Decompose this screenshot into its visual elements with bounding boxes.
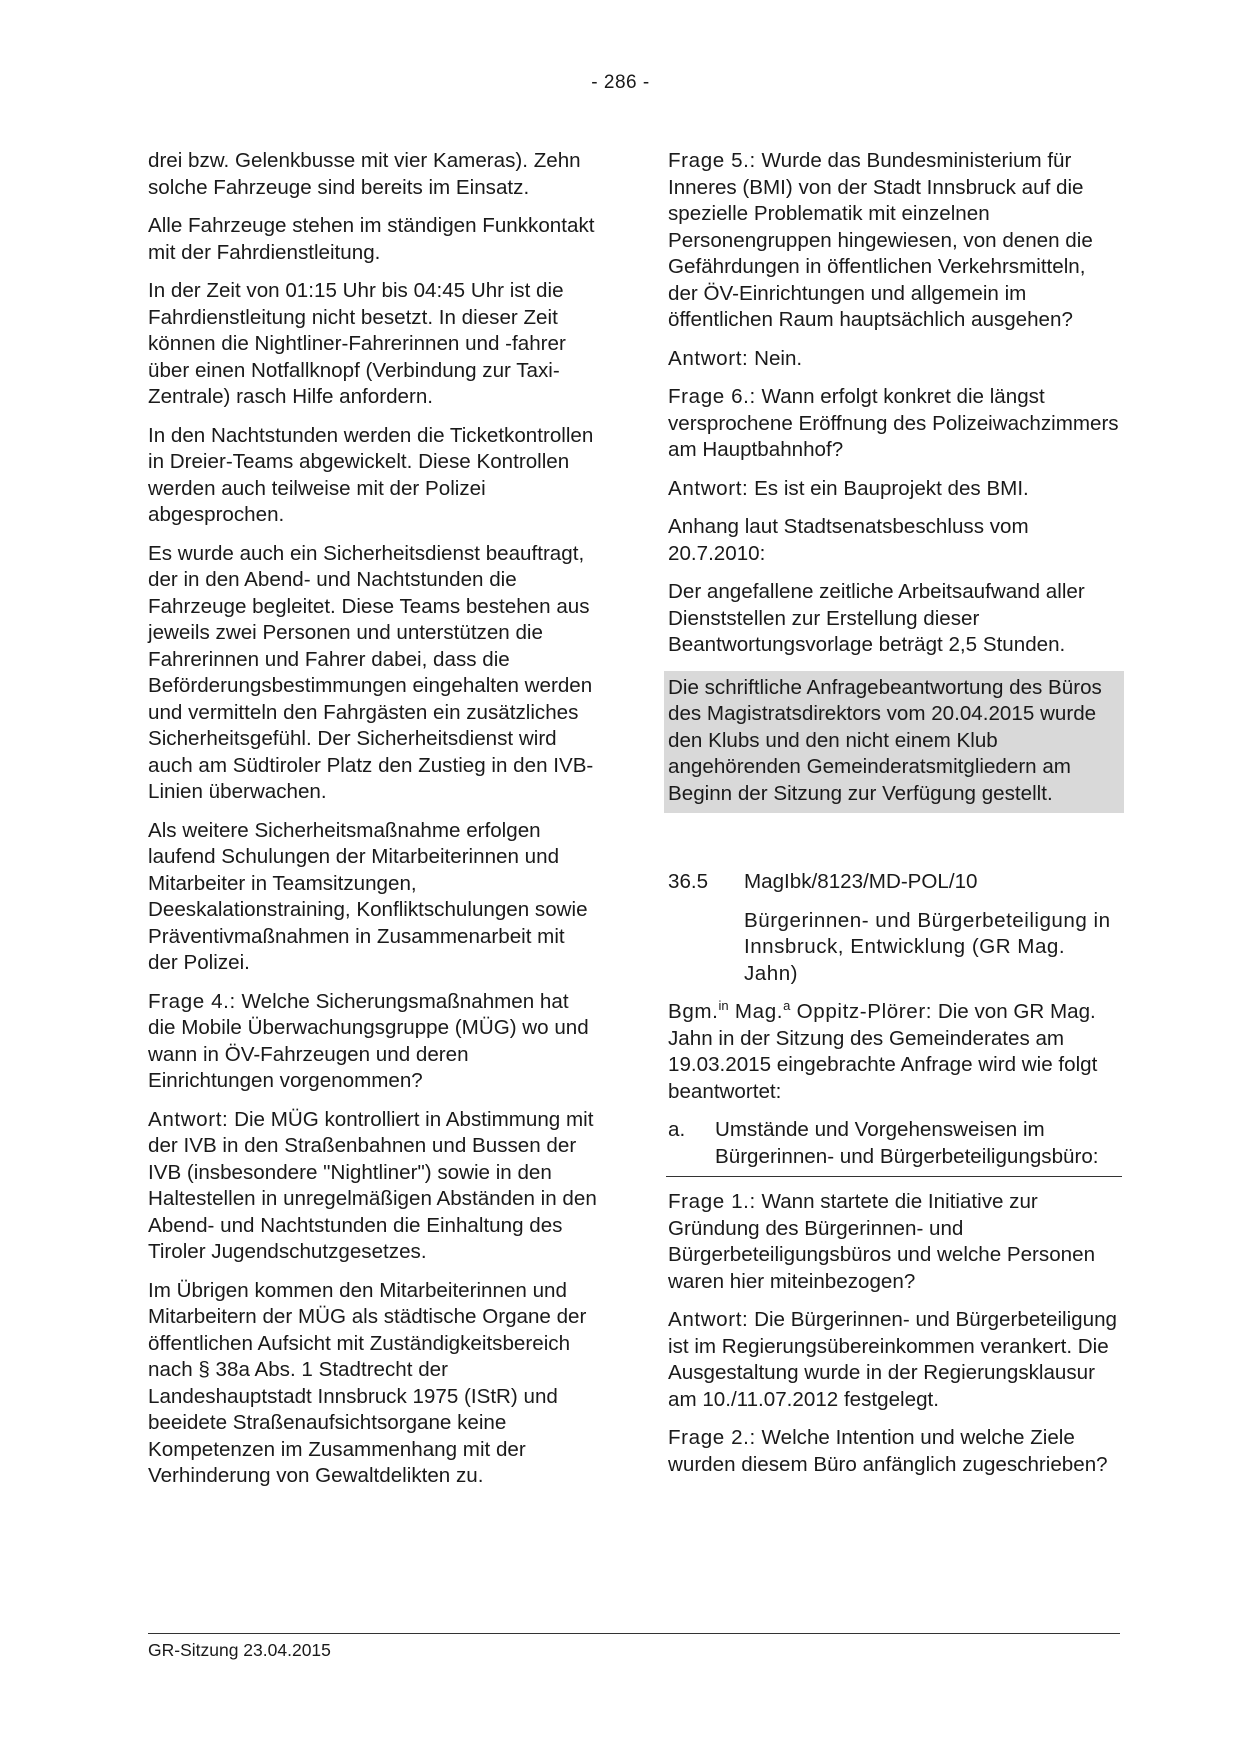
answer-label: Antwort:: [668, 476, 749, 500]
list-letter: a.: [668, 1118, 686, 1141]
highlight-text: Die schriftliche Anfragebeantwortung des Büros des Magistratsdirektors vom 20.04.2015 wurde den Klubs und den nicht einem Klub angehörenden Gemeinderatsmitgliedern am Beginn der Sitzung zur Verfügung gestellt.: [668, 675, 1102, 805]
section-divider: [666, 1176, 1122, 1177]
question-text: Wann erfolgt konkret die längst versprochene Eröffnung des Polizeiwachzimmers am Hauptbahnhof?: [668, 385, 1119, 461]
agenda-body: [744, 869, 1120, 999]
highlight-box: [664, 671, 1124, 814]
paragraph-security-service: Es wurde auch ein Sicherheitsdienst beauftragt, der in den Abend- und Nachtstunden die Fahrzeuge begleitet. Diese Teams bestehen aus jeweils zwei Personen und unterstützen die Fahrerinnen und Fahrer dabei, dass die Beförderungsbestimmungen eingehalten werden und vermitteln den Fahrgästen ein zusätzliches Sicherheitsgefühl. Der Sicherheitsdienst wird auch am Südtiroler Platz den Zustieg in den IVB-Linien überwachen.: [148, 541, 594, 803]
question-label: Frage 6.:: [668, 385, 756, 408]
question-label: Frage 2.:: [668, 1426, 756, 1449]
page-number: - 286 -: [591, 72, 650, 93]
answer-text: Die Bürgerinnen- und Bürgerbeteiligung ist im Regierungsübereinkommen verankert. Die Ausgestaltung wurde in der Regierungsklausur am 10./11.07.2012 festgelegt.: [668, 1308, 1117, 1411]
agenda-reference: MagIbk/8123/MD-POL/10: [744, 870, 978, 893]
question-text: Wurde das Bundesministerium für Inneres (BMI) von der Stadt Innsbruck auf die spezielle Problematik mit einzelnen Personengruppen hingewiesen, von denen die Gefährdungen in öffentlichen Verkehrsmitteln, der ÖV-Einrichtungen und allgemein im öffentlichen Raum hauptsächlich ausgehen?: [668, 149, 1093, 331]
answer-label: Antwort:: [148, 1107, 229, 1131]
answer-6: [668, 476, 1120, 503]
question-label: Frage 5.:: [668, 149, 756, 172]
answer-text: Nein.: [748, 346, 803, 370]
answer-5: [668, 346, 1120, 373]
list-text: Umstände und Vorgehensweisen im Bürgerinnen- und Bürgerbeteiligungsbüro:: [715, 1118, 1099, 1168]
speaker-text: Die von GR Mag. Jahn in der Sitzung des Gemeinderates am 19.03.2015 eingebrachte Anfrage wird wie folgt beantwortet:: [668, 1000, 1098, 1103]
answer-text: Es ist ein Bauprojekt des BMI.: [748, 476, 1029, 500]
answer-1: [668, 1307, 1120, 1413]
list-item: [668, 1117, 1120, 1170]
speaker-title: Mag.: [728, 1000, 784, 1023]
agenda-number: 36.5: [668, 870, 709, 893]
agenda-item: [668, 869, 1120, 999]
question-2: [668, 1425, 1120, 1478]
footer-session: GR-Sitzung 23.04.2015: [148, 1640, 331, 1660]
paragraph-effort: Der angefallene zeitliche Arbeitsaufwand aller Dienststellen zur Erstellung dieser Beantwortungsvorlage beträgt 2,5 Stunden.: [668, 580, 1085, 656]
paragraph-mueg-competence: Im Übrigen kommen den Mitarbeiterinnen und Mitarbeitern der MÜG als städtische Organe der öffentlichen Aufsicht mit Zuständigkeitsbereich nach § 38a Abs. 1 Stadtrecht der Landeshauptstadt Innsbruck 1975 (IStR) und beeidete Straßenaufsichtsorgane keine Kompetenzen im Zusammenhang mit der Verhinderung von Gewaltdelikten zu.: [148, 1278, 587, 1487]
paragraph-camera: drei bzw. Gelenkbusse mit vier Kameras). Zehn solche Fahrzeuge sind bereits im Einsatz.: [148, 149, 581, 199]
paragraph-radio-contact: Alle Fahrzeuge stehen im ständigen Funkkontakt mit der Fahrdienstleitung.: [148, 214, 595, 264]
question-5: [668, 148, 1120, 334]
question-text: Welche Sicherungsmaßnahmen hat die Mobile Überwachungsgruppe (MÜG) wo und wann in ÖV-Fahrzeugen und deren Einrichtungen vorgenommen?: [148, 989, 589, 1092]
answer-label: Antwort:: [668, 346, 749, 370]
speaker-name: Oppitz-Plörer:: [790, 1000, 933, 1023]
agenda-title: Bürgerinnen- und Bürgerbeteiligung in Innsbruck, Entwicklung (GR Mag. Jahn): [744, 908, 1111, 985]
question-1: [668, 1189, 1120, 1295]
answer-label: Antwort:: [668, 1308, 749, 1331]
speaker-title: Bgm.: [668, 1000, 719, 1023]
question-label: Frage 1.:: [668, 1190, 756, 1213]
question-4: [148, 989, 600, 1095]
question-text: Wann startete die Initiative zur Gründung des Bürgerinnen- und Bürgerbeteiligungsbüros und welche Personen waren hier miteinbezogen?: [668, 1190, 1096, 1293]
answer-4: [148, 1107, 600, 1266]
paragraph-annex: Anhang laut Stadtsenatsbeschluss vom 20.7.2010:: [668, 515, 1029, 565]
speaker-superscript: a: [783, 998, 791, 1014]
left-column: [148, 148, 600, 1502]
paragraph-night-dispatch: In der Zeit von 01:15 Uhr bis 04:45 Uhr ist die Fahrdienstleitung nicht besetzt. In dieser Zeit können die Nightliner-Fahrerinnen und -fahrer über einen Notfallknopf (Verbindung zur Taxi-Zentrale) rasch Hilfe anfordern.: [148, 279, 566, 408]
question-6: [668, 384, 1120, 464]
answer-text: Die MÜG kontrolliert in Abstimmung mit der IVB in den Straßenbahnen und Bussen der IVB (insbesondere "Nightliner") sowie in den Haltestellen in unregelmäßigen Abständen in den Abend- und Nachtstunden die Einhaltung des Tiroler Jugendschutzgesetzes.: [148, 1107, 597, 1263]
right-column: [668, 148, 1120, 1490]
question-text: Welche Intention und welche Ziele wurden diesem Büro anfänglich zugeschrieben?: [668, 1426, 1108, 1476]
question-label: Frage 4.:: [148, 989, 236, 1013]
speaker-superscript: in: [718, 998, 729, 1014]
speaker-paragraph: [668, 999, 1120, 1105]
footer-divider: [148, 1633, 1120, 1634]
paragraph-ticket-control: In den Nachtstunden werden die Ticketkontrollen in Dreier-Teams abgewickelt. Diese Kontrollen werden auch teilweise mit der Polizei abgesprochen.: [148, 423, 594, 526]
paragraph-training: Als weitere Sicherheitsmaßnahme erfolgen laufend Schulungen der Mitarbeiterinnen und Mitarbeiter in Teamsitzungen, Deeskalationstraining, Konfliktschulungen sowie Präventivmaßnahmen in Zusammenarbeit mit der Polizei.: [148, 818, 588, 974]
